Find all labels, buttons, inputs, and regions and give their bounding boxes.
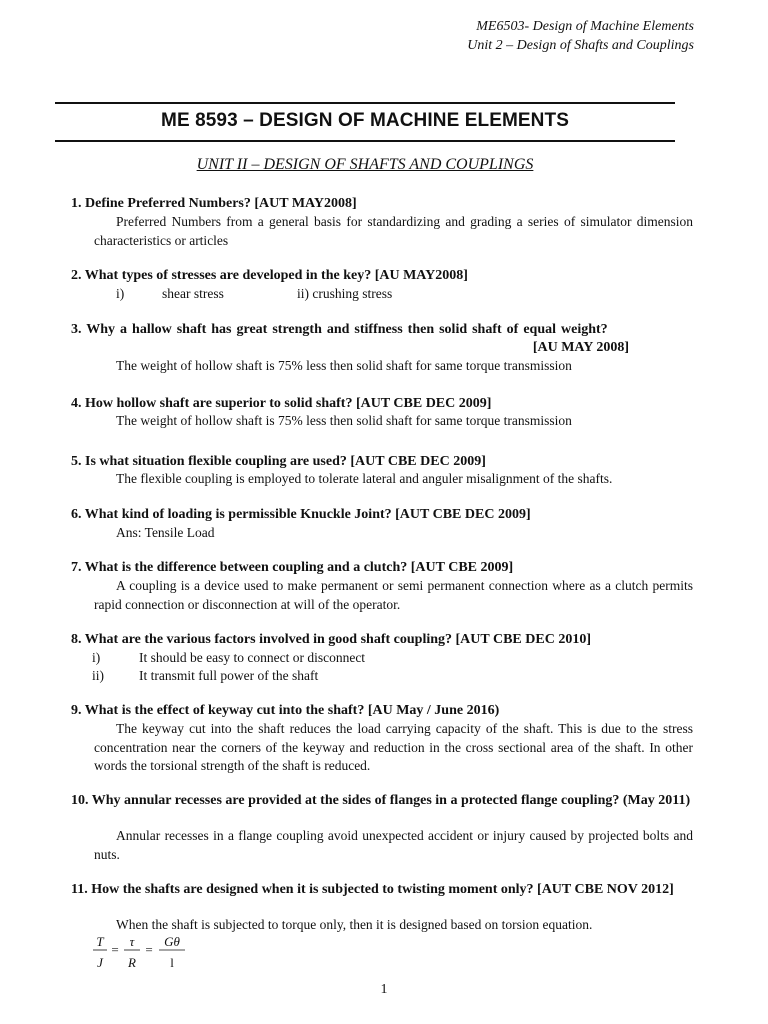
question-1: 1. Define Preferred Numbers? [AUT MAY2008] [71,196,357,211]
answer-1: Preferred Numbers from a general basis for standardizing and grading a series of simulator dimension characteristics or articles [94,214,693,248]
eq-denominator-r: R [128,955,136,970]
page-title: ME 8593 – DESIGN OF MACHINE ELEMENTS [161,110,569,131]
question-5: 5. Is what situation flexible coupling are used? [AUT CBE DEC 2009] [71,454,486,469]
eq-equals-2: = [145,942,153,957]
top-rule [55,102,675,104]
answer-2-item-1: shear stress [162,286,224,301]
header-course: ME6503- Design of Machine Elements [476,19,694,34]
question-3: 3. Why a hallow shaft has great strength and stiffness then solid shaft of equal weight? [71,322,608,337]
header-unit: Unit 2 – Design of Shafts and Couplings [467,38,694,53]
answer-2-num: i) [116,286,125,301]
question-6: 6. What kind of loading is permissible Knuckle Joint? [AUT CBE DEC 2009] [71,507,531,522]
answer-6: Ans: Tensile Load [116,525,215,540]
question-2: 2. What types of stresses are developed in the key? [AU MAY2008] [71,268,468,283]
answer-11: When the shaft is subjected to torque only, then it is designed based on torsion equation. [116,917,593,932]
eq-numerator-tau: τ [129,934,135,949]
question-8: 8. What are the various factors involved in good shaft coupling? [AUT CBE DEC 2010] [71,632,591,647]
answer-7: A coupling is a device used to make permanent or semi permanent connection where as a clutch permits rapid connection or disconnection at will of the operator. [94,578,693,612]
answer-5: The flexible coupling is employed to tolerate lateral and anguler misalignment of the shafts. [116,471,613,486]
eq-numerator-t: T [96,934,104,949]
answer-10: Annular recesses in a flange coupling avoid unexpected accident or injury caused by projected bolts and nuts. [94,828,693,862]
question-7: 7. What is the difference between coupling and a clutch? [AUT CBE 2009] [71,560,514,575]
answer-8-item-2: It transmit full power of the shaft [139,668,319,683]
answer-9: The keyway cut into the shaft reduces the load carrying capacity of the shaft. This is due to the stress concentration near the corners of the keyway and reduction in the cross sectional area of the shaft. In other words the torsional strength of the shaft is reduced. [94,721,693,773]
answer-4: The weight of hollow shaft is 75% less then solid shaft for same torque transmission [116,413,572,428]
bottom-rule [55,140,675,142]
answer-3: The weight of hollow shaft is 75% less then solid shaft for same torque transmission [116,358,572,373]
eq-denominator-j: J [97,955,103,970]
unit-title: UNIT II – DESIGN OF SHAFTS AND COUPLINGS [196,156,534,173]
eq-equals-1: = [111,942,119,957]
eq-numerator-g-theta: Gθ [164,934,180,949]
question-3-tag: [AU MAY 2008] [532,340,629,355]
page-number: 1 [380,982,388,997]
answer-8-num-1: i) [92,650,101,665]
question-11: 11. How the shafts are designed when it is subjected to twisting moment only? [AUT CBE NOV 2012] [71,882,674,897]
answer-8-num-2: ii) [92,668,104,683]
answer-2-item-2: ii) crushing stress [297,286,393,301]
question-9: 9. What is the effect of keyway cut into the shaft? [AU May / June 2016) [71,703,500,718]
eq-denominator-l: l [170,955,174,970]
question-10: 10. Why annular recesses are provided at the sides of flanges in a protected flange coupling? (May 2011) [71,793,691,808]
answer-8-item-1: It should be easy to connect or disconnect [139,650,366,665]
torsion-equation [92,932,212,972]
question-4: 4. How hollow shaft are superior to solid shaft? [AUT CBE DEC 2009] [71,396,492,411]
